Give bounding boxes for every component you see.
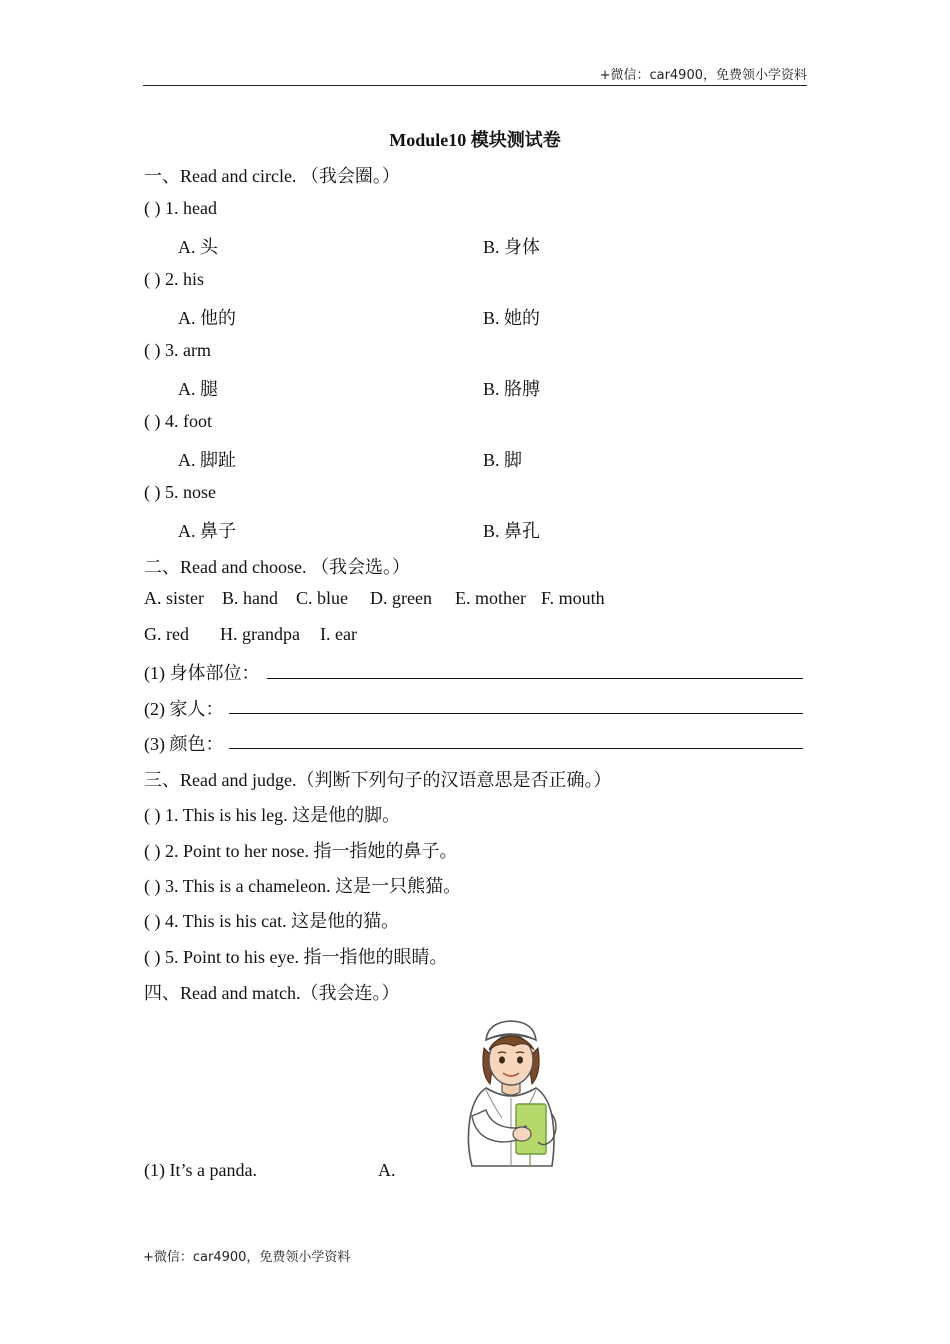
word-option: I. ear (320, 624, 357, 644)
s1-q3-option-a: A. 腿 (178, 379, 218, 399)
header-rule (143, 85, 807, 86)
word-option: C. blue (296, 588, 348, 608)
blank-label-body-parts: (1) 身体部位： (144, 663, 260, 683)
word-option: B. hand (222, 588, 278, 608)
section2-heading: 二、Read and choose. （我会选。） (144, 557, 410, 577)
s1-q3-stem: ( ) 3. arm (144, 340, 211, 360)
s1-q5-stem: ( ) 5. nose (144, 482, 216, 502)
section4-heading: 四、Read and match.（我会连。） (144, 983, 400, 1003)
s1-q5-option-b: B. 鼻孔 (483, 521, 541, 541)
s1-q4-stem: ( ) 4. foot (144, 411, 212, 431)
answer-blank-colors[interactable] (229, 748, 803, 749)
s1-q5-option-a: A. 鼻子 (178, 521, 236, 541)
word-option: G. red (144, 624, 189, 644)
match-option-a: A. (378, 1160, 396, 1180)
s1-q1-stem: ( ) 1. head (144, 198, 217, 218)
answer-blank-family[interactable] (229, 713, 803, 714)
blank-label-colors: (3) 颜色： (144, 734, 224, 754)
judge-item: ( ) 5. Point to his eye. 指一指他的眼睛。 (144, 947, 448, 967)
word-option: A. sister (144, 588, 204, 608)
s1-q1-option-a: A. 头 (178, 237, 218, 257)
footer-note: +微信：car4900，免费领小学资料 (143, 1250, 351, 1265)
blank-label-family: (2) 家人： (144, 699, 224, 719)
word-option: D. green (370, 588, 432, 608)
judge-item: ( ) 4. This is his cat. 这是他的猫。 (144, 911, 400, 931)
s1-q2-option-a: A. 他的 (178, 308, 236, 328)
section1-heading: 一、Read and circle. （我会圈。） (144, 166, 400, 186)
judge-item: ( ) 2. Point to her nose. 指一指她的鼻子。 (144, 841, 458, 861)
s1-q2-option-b: B. 她的 (483, 308, 541, 328)
header-note: +微信：car4900，免费领小学资料 (599, 68, 807, 83)
s1-q4-option-a: A. 脚趾 (178, 450, 236, 470)
answer-blank-body-parts[interactable] (267, 678, 803, 679)
word-option: H. grandpa (220, 624, 300, 644)
word-option: F. mouth (541, 588, 605, 608)
judge-item: ( ) 1. This is his leg. 这是他的脚。 (144, 805, 401, 825)
match-item: (1) It’s a panda. (144, 1160, 257, 1180)
word-option: E. mother (455, 588, 526, 608)
nurse-illustration (456, 1018, 568, 1170)
section3-heading: 三、Read and judge.（判断下列句子的汉语意思是否正确。） (144, 770, 612, 790)
s1-q3-option-b: B. 胳膊 (483, 379, 541, 399)
page-title: Module10 模块测试卷 (389, 130, 561, 150)
s1-q4-option-b: B. 脚 (483, 450, 523, 470)
judge-item: ( ) 3. This is a chameleon. 这是一只熊猫。 (144, 876, 462, 896)
s1-q1-option-b: B. 身体 (483, 237, 541, 257)
s1-q2-stem: ( ) 2. his (144, 269, 204, 289)
